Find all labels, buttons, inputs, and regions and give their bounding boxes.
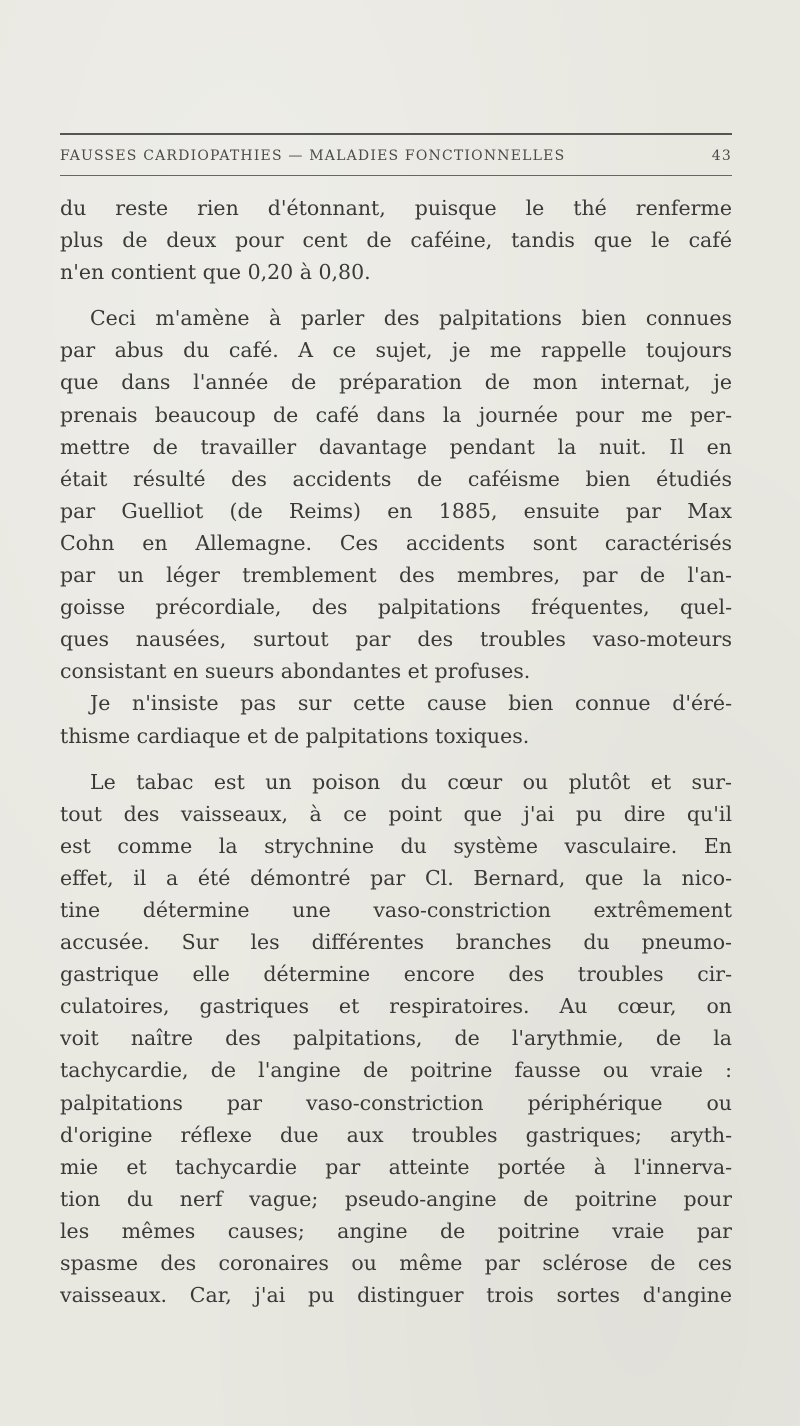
- text-line: par un léger tremblement des membres, par de l'an-: [60, 563, 732, 588]
- text-line: tion du nerf vague; pseudo-angine de poitrine pour: [60, 1186, 732, 1211]
- text-line: par Guelliot (de Reims) en 1885, ensuite par Max: [60, 498, 732, 523]
- text-line: accusée. Sur les différentes branches du pneumo-: [60, 930, 732, 955]
- text-line: Le tabac est un poison du cœur ou plutôt et sur-: [90, 769, 732, 794]
- text-line: du reste rien d'étonnant, puisque le thé renferme: [60, 196, 732, 220]
- text-line: tine détermine une vaso-constriction extrêmement: [60, 897, 732, 922]
- text-line: mie et tachycardie par atteinte portée à l'innerva-: [60, 1154, 732, 1179]
- text-line: goisse précordiale, des palpitations fréquentes, quel-: [60, 595, 732, 620]
- text-line: consistant en sueurs abondantes et profuses.: [60, 659, 531, 684]
- text-line: thisme cardiaque et de palpitations toxiques.: [60, 723, 530, 748]
- header-rule-top: [60, 133, 732, 135]
- paragraph-1: [60, 192, 732, 288]
- text-line: les mêmes causes; angine de poitrine vraie par: [60, 1218, 732, 1243]
- text-line: d'origine réflexe due aux troubles gastriques; aryth-: [60, 1122, 732, 1147]
- text-line: spasme des coronaires ou même par sclérose de ces: [60, 1251, 732, 1275]
- text-line: tachycardie, de l'angine de poitrine fausse ou vraie :: [60, 1058, 732, 1083]
- page-number: 43: [711, 148, 732, 164]
- text-line: tout des vaisseaux, à ce point que j'ai pu dire qu'il: [60, 801, 732, 826]
- header-rule-bottom: [60, 175, 732, 176]
- text-line: vaisseaux. Car, j'ai pu distinguer trois sortes d'angine: [60, 1283, 732, 1308]
- text-line: Cohn en Allemagne. Ces accidents sont caractérisés: [60, 530, 732, 555]
- text-line: voit naître des palpitations, de l'arythmie, de la: [60, 1026, 732, 1051]
- body-text: [60, 192, 732, 1311]
- text-line: que dans l'année de préparation de mon internat, je: [60, 370, 732, 395]
- text-line: ques nausées, surtout par des troubles vaso-moteurs: [60, 627, 732, 652]
- running-title: FAUSSES CARDIOPATHIES — MALADIES FONCTIONNELLES: [60, 148, 566, 164]
- text-line: était résulté des accidents de caféisme bien étudiés: [60, 466, 732, 491]
- text-line: mettre de travailler davantage pendant la nuit. Il en: [60, 434, 732, 459]
- text-line: est comme la strychnine du système vasculaire. En: [60, 833, 732, 858]
- text-line: prenais beaucoup de café dans la journée pour me per-: [60, 402, 732, 427]
- paragraph-3: [60, 766, 732, 1312]
- text-line: gastrique elle détermine encore des troubles cir-: [60, 962, 732, 987]
- text-line: plus de deux pour cent de caféine, tandis que le café: [60, 228, 732, 253]
- text-line: Je n'insiste pas sur cette cause bien connue d'éré-: [90, 691, 732, 716]
- text-line: effet, il a été démontré par Cl. Bernard, que la nico-: [60, 865, 732, 890]
- text-line: palpitations par vaso-constriction périphérique ou: [60, 1090, 732, 1115]
- text-line: Ceci m'amène à parler des palpitations bien connues: [90, 306, 732, 331]
- text-line: culatoires, gastriques et respiratoires. Au cœur, on: [60, 994, 732, 1019]
- paragraph-2: [60, 302, 732, 751]
- running-head: [60, 144, 732, 168]
- text-line: n'en contient que 0,20 à 0,80.: [60, 260, 371, 285]
- text-line: par abus du café. A ce sujet, je me rappelle toujours: [60, 338, 732, 363]
